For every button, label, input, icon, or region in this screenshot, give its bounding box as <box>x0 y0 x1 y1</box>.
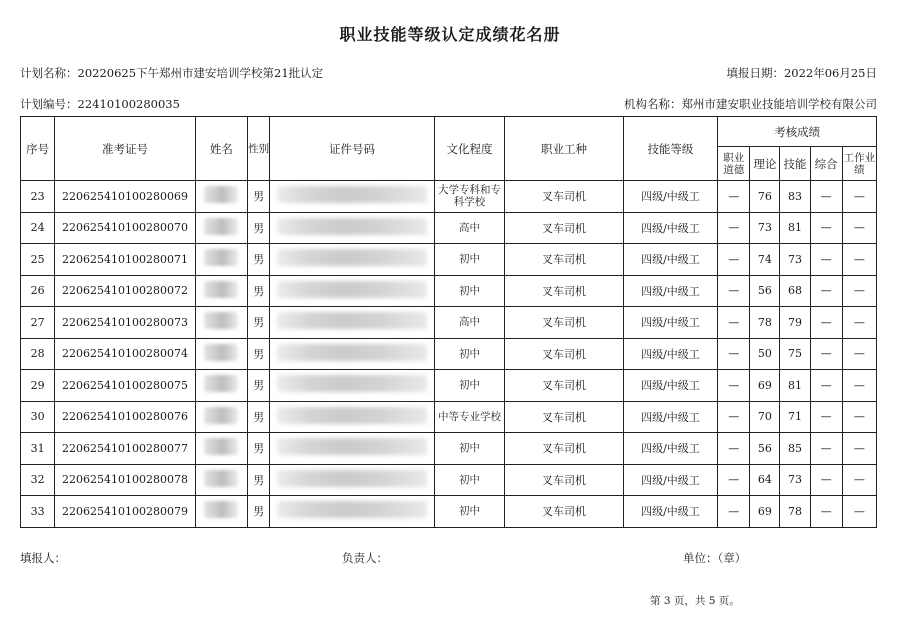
document-title: 职业技能等级认定成绩花名册 <box>339 25 561 44</box>
row-seq: 31 <box>21 433 55 465</box>
row-name <box>195 212 247 244</box>
row-ethics: — <box>718 433 750 465</box>
row-theory: 73 <box>750 212 780 244</box>
redacted-id-number <box>277 249 427 266</box>
redacted-name <box>204 344 238 361</box>
row-ticket-no: 220625410100280076 <box>55 401 196 433</box>
row-gender: 男 <box>248 181 270 213</box>
table-row <box>21 370 877 402</box>
row-name <box>195 338 247 370</box>
fill-date: 填报日期：2022年06月25日 <box>726 66 877 80</box>
header-skill-level: 技能等级 <box>623 117 717 181</box>
row-performance: — <box>842 275 876 307</box>
filler-label: 填报人： <box>20 551 66 565</box>
row-theory: 56 <box>750 433 780 465</box>
header-gender: 性别 <box>248 117 270 181</box>
table-row <box>21 433 877 465</box>
row-gender: 男 <box>248 433 270 465</box>
header-id-number: 证件号码 <box>270 117 435 181</box>
redacted-id-number <box>277 344 427 361</box>
row-ethics: — <box>718 212 750 244</box>
row-theory: 70 <box>750 401 780 433</box>
row-seq: 32 <box>21 464 55 496</box>
table-row <box>21 275 877 307</box>
row-education: 初中 <box>434 496 504 528</box>
row-skill: 78 <box>780 496 810 528</box>
row-ethics: — <box>718 370 750 402</box>
row-performance: — <box>842 401 876 433</box>
responsible-label: 负责人： <box>342 551 388 565</box>
redacted-name <box>204 218 238 235</box>
row-skill-level: 四级/中级工 <box>623 307 717 339</box>
row-theory: 76 <box>750 181 780 213</box>
row-theory: 78 <box>750 307 780 339</box>
row-name <box>195 464 247 496</box>
row-occupation: 叉车司机 <box>505 244 624 276</box>
row-id-number <box>270 181 435 213</box>
row-seq: 33 <box>21 496 55 528</box>
row-ticket-no: 220625410100280072 <box>55 275 196 307</box>
row-comprehensive: — <box>810 433 842 465</box>
row-comprehensive: — <box>810 338 842 370</box>
page-indicator: 第 3 页，共 5 页。 <box>650 595 740 607</box>
header-ethics: 职业道德 <box>718 147 750 181</box>
row-performance: — <box>842 212 876 244</box>
row-comprehensive: — <box>810 244 842 276</box>
header-comprehensive: 综合 <box>810 147 842 181</box>
row-skill-level: 四级/中级工 <box>623 181 717 213</box>
row-seq: 25 <box>21 244 55 276</box>
row-gender: 男 <box>248 464 270 496</box>
table-row <box>21 338 877 370</box>
row-seq: 30 <box>21 401 55 433</box>
row-name <box>195 275 247 307</box>
row-skill: 71 <box>780 401 810 433</box>
row-skill-level: 四级/中级工 <box>623 370 717 402</box>
row-education: 初中 <box>434 464 504 496</box>
row-ethics: — <box>718 338 750 370</box>
row-performance: — <box>842 338 876 370</box>
header-seq: 序号 <box>21 117 55 181</box>
row-gender: 男 <box>248 275 270 307</box>
row-ethics: — <box>718 464 750 496</box>
row-ticket-no: 220625410100280069 <box>55 181 196 213</box>
row-comprehensive: — <box>810 496 842 528</box>
row-theory: 56 <box>750 275 780 307</box>
row-name <box>195 370 247 402</box>
row-id-number <box>270 496 435 528</box>
redacted-name <box>204 407 238 424</box>
row-id-number <box>270 464 435 496</box>
row-gender: 男 <box>248 338 270 370</box>
row-skill: 75 <box>780 338 810 370</box>
row-education: 大学专科和专科学校 <box>434 181 504 213</box>
row-skill: 79 <box>780 307 810 339</box>
header-ticket-no: 准考证号 <box>55 117 196 181</box>
row-id-number <box>270 433 435 465</box>
row-gender: 男 <box>248 244 270 276</box>
redacted-id-number <box>277 375 427 392</box>
row-id-number <box>270 244 435 276</box>
row-seq: 29 <box>21 370 55 402</box>
row-id-number <box>270 370 435 402</box>
redacted-name <box>204 312 238 329</box>
row-education: 中等专业学校 <box>434 401 504 433</box>
unit-seal-label: 单位：（章） <box>683 551 747 565</box>
row-ethics: — <box>718 401 750 433</box>
row-education: 初中 <box>434 370 504 402</box>
row-name <box>195 401 247 433</box>
row-skill-level: 四级/中级工 <box>623 496 717 528</box>
redacted-id-number <box>277 501 427 518</box>
row-skill: 73 <box>780 244 810 276</box>
row-gender: 男 <box>248 370 270 402</box>
row-id-number <box>270 307 435 339</box>
row-skill: 81 <box>780 212 810 244</box>
row-skill-level: 四级/中级工 <box>623 464 717 496</box>
row-ethics: — <box>718 275 750 307</box>
row-skill-level: 四级/中级工 <box>623 433 717 465</box>
row-gender: 男 <box>248 307 270 339</box>
redacted-name <box>204 438 238 455</box>
row-occupation: 叉车司机 <box>505 212 624 244</box>
row-occupation: 叉车司机 <box>505 401 624 433</box>
redacted-name <box>204 470 238 487</box>
row-ticket-no: 220625410100280070 <box>55 212 196 244</box>
row-education: 初中 <box>434 275 504 307</box>
row-performance: — <box>842 370 876 402</box>
redacted-id-number <box>277 186 427 203</box>
row-skill: 73 <box>780 464 810 496</box>
table-row <box>21 401 877 433</box>
row-comprehensive: — <box>810 401 842 433</box>
row-theory: 69 <box>750 496 780 528</box>
row-skill-level: 四级/中级工 <box>623 338 717 370</box>
row-performance: — <box>842 307 876 339</box>
row-ticket-no: 220625410100280071 <box>55 244 196 276</box>
redacted-name <box>204 501 238 518</box>
row-ethics: — <box>718 244 750 276</box>
row-comprehensive: — <box>810 307 842 339</box>
row-comprehensive: — <box>810 275 842 307</box>
row-comprehensive: — <box>810 212 842 244</box>
row-seq: 27 <box>21 307 55 339</box>
row-skill-level: 四级/中级工 <box>623 401 717 433</box>
row-name <box>195 433 247 465</box>
row-occupation: 叉车司机 <box>505 275 624 307</box>
row-skill: 68 <box>780 275 810 307</box>
row-id-number <box>270 338 435 370</box>
row-skill-level: 四级/中级工 <box>623 244 717 276</box>
row-skill: 83 <box>780 181 810 213</box>
row-id-number <box>270 212 435 244</box>
row-theory: 69 <box>750 370 780 402</box>
row-comprehensive: — <box>810 370 842 402</box>
row-gender: 男 <box>248 496 270 528</box>
row-seq: 28 <box>21 338 55 370</box>
plan-number: 计划编号：22410100280035 <box>20 97 180 111</box>
row-education: 初中 <box>434 244 504 276</box>
row-occupation: 叉车司机 <box>505 496 624 528</box>
row-theory: 74 <box>750 244 780 276</box>
row-occupation: 叉车司机 <box>505 464 624 496</box>
row-skill: 81 <box>780 370 810 402</box>
row-ticket-no: 220625410100280078 <box>55 464 196 496</box>
row-name <box>195 307 247 339</box>
header-performance: 工作业绩 <box>842 147 876 181</box>
row-theory: 50 <box>750 338 780 370</box>
redacted-id-number <box>277 218 427 235</box>
row-performance: — <box>842 181 876 213</box>
row-ticket-no: 220625410100280077 <box>55 433 196 465</box>
row-education: 高中 <box>434 212 504 244</box>
score-roster-table <box>20 116 877 528</box>
row-education: 初中 <box>434 433 504 465</box>
redacted-name <box>204 249 238 266</box>
row-theory: 64 <box>750 464 780 496</box>
row-seq: 23 <box>21 181 55 213</box>
table-row <box>21 496 877 528</box>
table-row <box>21 244 877 276</box>
row-skill-level: 四级/中级工 <box>623 212 717 244</box>
row-seq: 26 <box>21 275 55 307</box>
header-name: 姓名 <box>195 117 247 181</box>
row-ethics: — <box>718 181 750 213</box>
redacted-name <box>204 375 238 392</box>
table-row <box>21 464 877 496</box>
row-occupation: 叉车司机 <box>505 338 624 370</box>
redacted-id-number <box>277 281 427 298</box>
row-performance: — <box>842 464 876 496</box>
row-name <box>195 496 247 528</box>
row-performance: — <box>842 433 876 465</box>
row-name <box>195 244 247 276</box>
row-ticket-no: 220625410100280073 <box>55 307 196 339</box>
header-exam-scores: 考核成绩 <box>718 117 877 147</box>
row-performance: — <box>842 496 876 528</box>
redacted-name <box>204 186 238 203</box>
row-comprehensive: — <box>810 181 842 213</box>
row-ticket-no: 220625410100280079 <box>55 496 196 528</box>
row-gender: 男 <box>248 212 270 244</box>
row-ticket-no: 220625410100280075 <box>55 370 196 402</box>
table-row <box>21 181 877 213</box>
row-skill: 85 <box>780 433 810 465</box>
row-ethics: — <box>718 496 750 528</box>
row-occupation: 叉车司机 <box>505 433 624 465</box>
row-education: 初中 <box>434 338 504 370</box>
header-theory: 理论 <box>750 147 780 181</box>
table-row <box>21 307 877 339</box>
row-comprehensive: — <box>810 464 842 496</box>
row-id-number <box>270 401 435 433</box>
row-skill-level: 四级/中级工 <box>623 275 717 307</box>
redacted-name <box>204 281 238 298</box>
row-occupation: 叉车司机 <box>505 181 624 213</box>
table-row <box>21 212 877 244</box>
redacted-id-number <box>277 312 427 329</box>
row-occupation: 叉车司机 <box>505 307 624 339</box>
redacted-id-number <box>277 407 427 424</box>
header-education: 文化程度 <box>434 117 504 181</box>
row-seq: 24 <box>21 212 55 244</box>
row-ticket-no: 220625410100280074 <box>55 338 196 370</box>
header-occupation: 职业工种 <box>505 117 624 181</box>
organization-name: 机构名称：郑州市建安职业技能培训学校有限公司 <box>624 97 877 111</box>
row-occupation: 叉车司机 <box>505 370 624 402</box>
row-name <box>195 181 247 213</box>
redacted-id-number <box>277 470 427 487</box>
redacted-id-number <box>277 438 427 455</box>
plan-name: 计划名称：20220625下午郑州市建安培训学校第21批认定 <box>20 66 324 80</box>
row-performance: — <box>842 244 876 276</box>
row-education: 高中 <box>434 307 504 339</box>
row-ethics: — <box>718 307 750 339</box>
header-skill: 技能 <box>780 147 810 181</box>
row-gender: 男 <box>248 401 270 433</box>
row-id-number <box>270 275 435 307</box>
